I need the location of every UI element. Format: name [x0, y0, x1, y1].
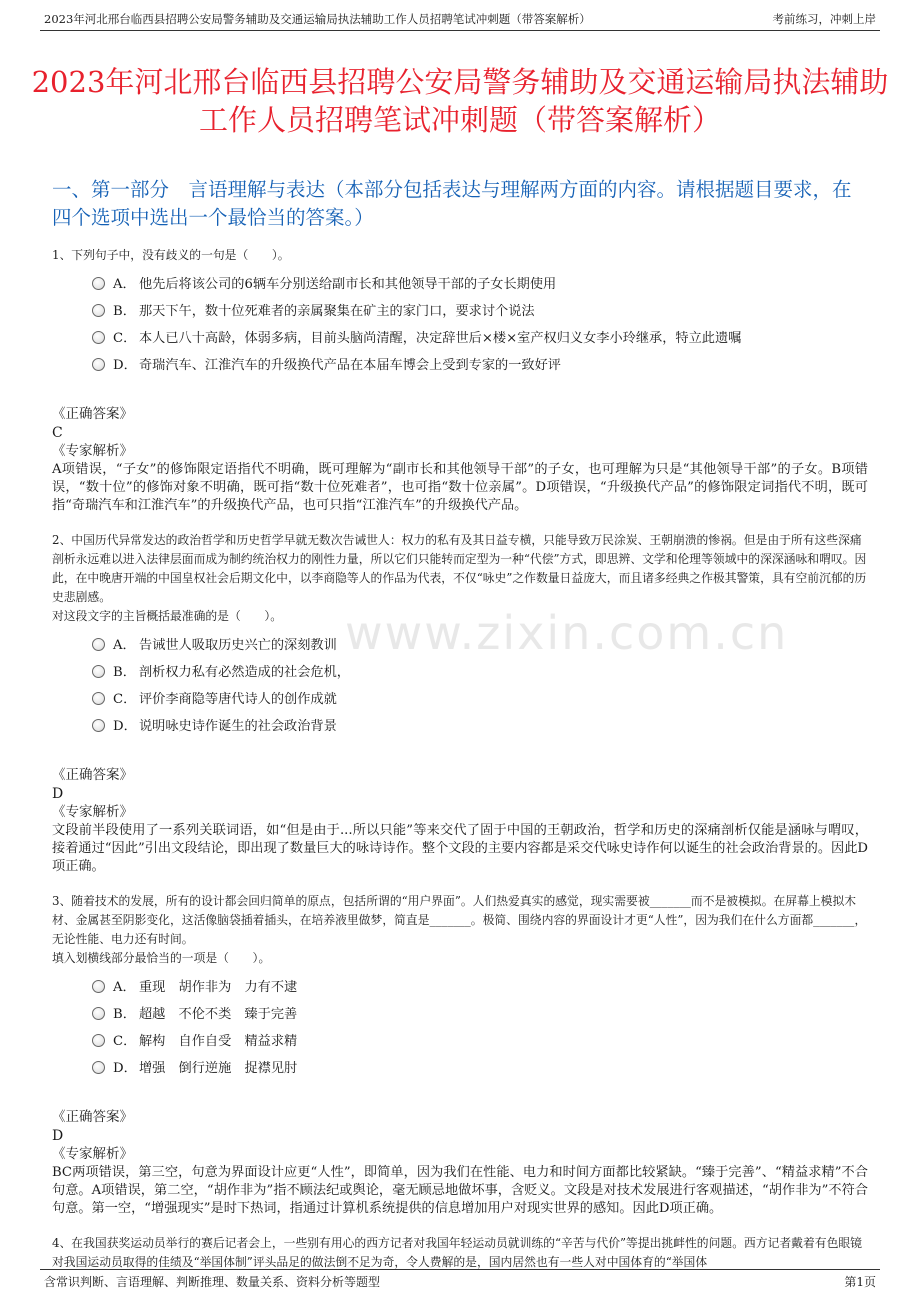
option-text: 评价李商隐等唐代诗人的创作成就 [139, 692, 337, 707]
option-list [92, 632, 868, 740]
option-a[interactable] [92, 974, 868, 1001]
watermark: www.zixin.com.cn [345, 606, 789, 660]
radio-icon[interactable] [92, 638, 105, 651]
option-text: 告诫世人吸取历史兴亡的深刻教训 [139, 638, 337, 653]
option-key: B． [113, 304, 136, 319]
option-text: 解构 自作自受 精益求精 [139, 1034, 298, 1049]
option-text: 增强 倒行逆施 捉襟见肘 [139, 1061, 298, 1076]
question-3 [52, 892, 868, 1218]
radio-icon[interactable] [92, 1061, 105, 1074]
radio-icon[interactable] [92, 665, 105, 678]
answer-value: C [52, 425, 63, 441]
radio-icon[interactable] [92, 304, 105, 317]
option-c[interactable] [92, 1028, 868, 1055]
option-text: 他先后将该公司的6辆车分别送给副市长和其他领导干部的子女长期使用 [139, 277, 557, 292]
option-text: 重现 胡作非为 力有不逮 [139, 980, 298, 995]
option-b[interactable] [92, 659, 868, 686]
option-c[interactable] [92, 686, 868, 713]
analysis-label: 《专家解析》 [52, 804, 133, 820]
header-doc-title: 2023年河北邢台临西县招聘公安局警务辅助及交通运输局执法辅助工作人员招聘笔试冲刺题（带答案解析） [44, 12, 591, 26]
footer-divider [40, 1269, 880, 1270]
option-d[interactable] [92, 352, 868, 379]
option-text: 本人已八十高龄，体弱多病，目前头脑尚清醒，决定辞世后×楼×室产权归义女李小玲继承，特立此遗嘱 [139, 331, 742, 346]
question-4 [52, 1234, 868, 1272]
questions-container [52, 246, 868, 1272]
option-key: D． [113, 358, 137, 373]
question-prompt: 对这段文字的主旨概括最准确的是（ ）。 [52, 609, 283, 623]
radio-icon[interactable] [92, 1034, 105, 1047]
option-key: C． [113, 692, 137, 707]
option-a[interactable] [92, 632, 868, 659]
option-b[interactable] [92, 1001, 868, 1028]
question-prompt: 填入划横线部分最恰当的一项是（ ）。 [52, 951, 271, 965]
section-heading: 一、第一部分 言语理解与表达（本部分包括表达与理解两方面的内容。请根据题目要求，在四个选项中选出一个最恰当的答案。） [52, 178, 852, 229]
answer-value: D [52, 786, 64, 802]
option-key: B． [113, 665, 136, 680]
radio-icon[interactable] [92, 277, 105, 290]
option-list [92, 271, 868, 379]
option-key: D． [113, 1061, 137, 1076]
option-key: B． [113, 1007, 136, 1022]
analysis-text: 文段前半段使用了一系列关联词语，如“但是由于...所以只能”等来交代了固于中国的王朝政治，哲学和历史的深痛剖析仅能是涵咏与喟叹，接着通过“因此”引出文段结论，即出现了数量巨大的咏诗诗作。整个文段的主要内容都是采交代咏史诗作何以诞生的社会政治背景的。因此D项正确。 [52, 823, 868, 874]
option-d[interactable] [92, 713, 868, 740]
analysis-text: BC两项错误，第三空，句意为界面设计应更“人性”，即简单，因为我们在性能、电力和时间方面都比较紧缺。“臻于完善”、“精益求精”不合句意。A项错误，第二空，“胡作非为”指不顾法纪或舆论，毫无顾忌地做坏事，含贬义。文段是对技术发展进行客观描述，“胡作非为”不符合句意。第一空，“增强现实”是时下热词，指通过计算机系统提供的信息增加用户对现实世界的感知。因此D项正确。 [52, 1165, 868, 1216]
option-text: 那天下午，数十位死难者的亲属聚集在矿主的家门口，要求讨个说法 [139, 304, 535, 319]
question-stem: 3、随着技术的发展，所有的设计都会回归简单的原点，包括所谓的“用户界面”。人们热爱真实的感觉，现实需要被_______而不是被模拟。在屏幕上模拟木材、金属甚至阴影变化，这活像脑袋插着插头，在培养液里做梦，简直是_______。极简、围绕内容的界面设计才更“人性”，因为我们在什么方面都_______，无论性能、电力还有时间。 [52, 894, 867, 946]
page-header [0, 0, 920, 32]
option-text: 超越 不伦不类 臻于完善 [139, 1007, 298, 1022]
radio-icon[interactable] [92, 358, 105, 371]
option-d[interactable] [92, 1055, 868, 1082]
option-text: 奇瑞汽车、江淮汽车的升级换代产品在本届车博会上受到专家的一致好评 [139, 358, 561, 373]
page-number: 第1页 [844, 1275, 876, 1289]
analysis-label: 《专家解析》 [52, 443, 133, 459]
answer-value: D [52, 1128, 64, 1144]
answer-label: 《正确答案》 [52, 767, 133, 783]
option-b[interactable] [92, 298, 868, 325]
header-divider [40, 30, 880, 31]
option-key: D． [113, 719, 137, 734]
analysis-label: 《专家解析》 [52, 1146, 133, 1162]
radio-icon[interactable] [92, 980, 105, 993]
radio-icon[interactable] [92, 719, 105, 732]
question-2 [52, 531, 868, 876]
option-c[interactable] [92, 325, 868, 352]
option-key: A． [113, 980, 136, 995]
option-key: C． [113, 1034, 137, 1049]
question-stem: 1、下列句子中，没有歧义的一句是（ ）。 [52, 248, 290, 262]
radio-icon[interactable] [92, 1007, 105, 1020]
option-text: 说明咏史诗作诞生的社会政治背景 [139, 719, 337, 734]
footer-note: 含常识判断、言语理解、判断推理、数量关系、资料分析等题型 [44, 1275, 381, 1289]
header-slogan: 考前练习，冲刺上岸 [772, 12, 876, 26]
option-key: C． [113, 331, 137, 346]
answer-label: 《正确答案》 [52, 406, 133, 422]
answer-label: 《正确答案》 [52, 1109, 133, 1125]
option-text: 剖析权力私有必然造成的社会危机， [139, 665, 350, 680]
option-key: A． [113, 638, 136, 653]
question-stem: 2、中国历代异常发达的政治哲学和历史哲学早就无数次告诫世人：权力的私有及其日益专横，只能导致万民涂炭、王朝崩溃的惨祸。但是由于所有这些深痛剖析永远难以进入法律层面而成为制约统治权力的刚性力量，所以它们只能转而定型为一种“代偿”方式，即思辨、文学和伦理等领域中的深深涵咏和喟叹。因此，在中晚唐开端的中国皇权社会后期文化中，以李商隐等人的作品为代表，不仅“咏史”之作数量日益庞大，而且诸多经典之作极其警策，具有空前沉郁的历史悲剧感。 [52, 533, 867, 604]
option-key: A． [113, 277, 136, 292]
page-title: 2023年河北邢台临西县招聘公安局警务辅助及交通运输局执法辅助工作人员招聘笔试冲刺题（带答案解析） [31, 65, 889, 138]
question-1 [52, 246, 868, 515]
option-a[interactable] [92, 271, 868, 298]
option-list [92, 974, 868, 1082]
radio-icon[interactable] [92, 692, 105, 705]
radio-icon[interactable] [92, 331, 105, 344]
question-stem: 4、在我国获奖运动员举行的赛后记者会上，一些别有用心的西方记者对我国年轻运动员就训练的“辛苦与代价”等提出挑衅性的问题。西方记者戴着有色眼镜对我国运动员取得的佳绩及“举国体制”评头品足的做法倒不足为奇，令人费解的是，国内居然也有一些人对中国体育的“举国体 [52, 1236, 862, 1269]
analysis-text: A项错误，“子女”的修饰限定语指代不明确，既可理解为“副市长和其他领导干部”的子女，也可理解为只是“其他领导干部”的子女。B项错误，“数十位”的修饰对象不明确，既可指“数十位死难者”，也可指“数十位亲属”。D项错误，“升级换代产品”的修饰限定词指代不明，既可指“奇瑞汽车和江淮汽车”的升级换代产品，也可只指“江淮汽车”的升级换代产品。 [52, 462, 868, 513]
